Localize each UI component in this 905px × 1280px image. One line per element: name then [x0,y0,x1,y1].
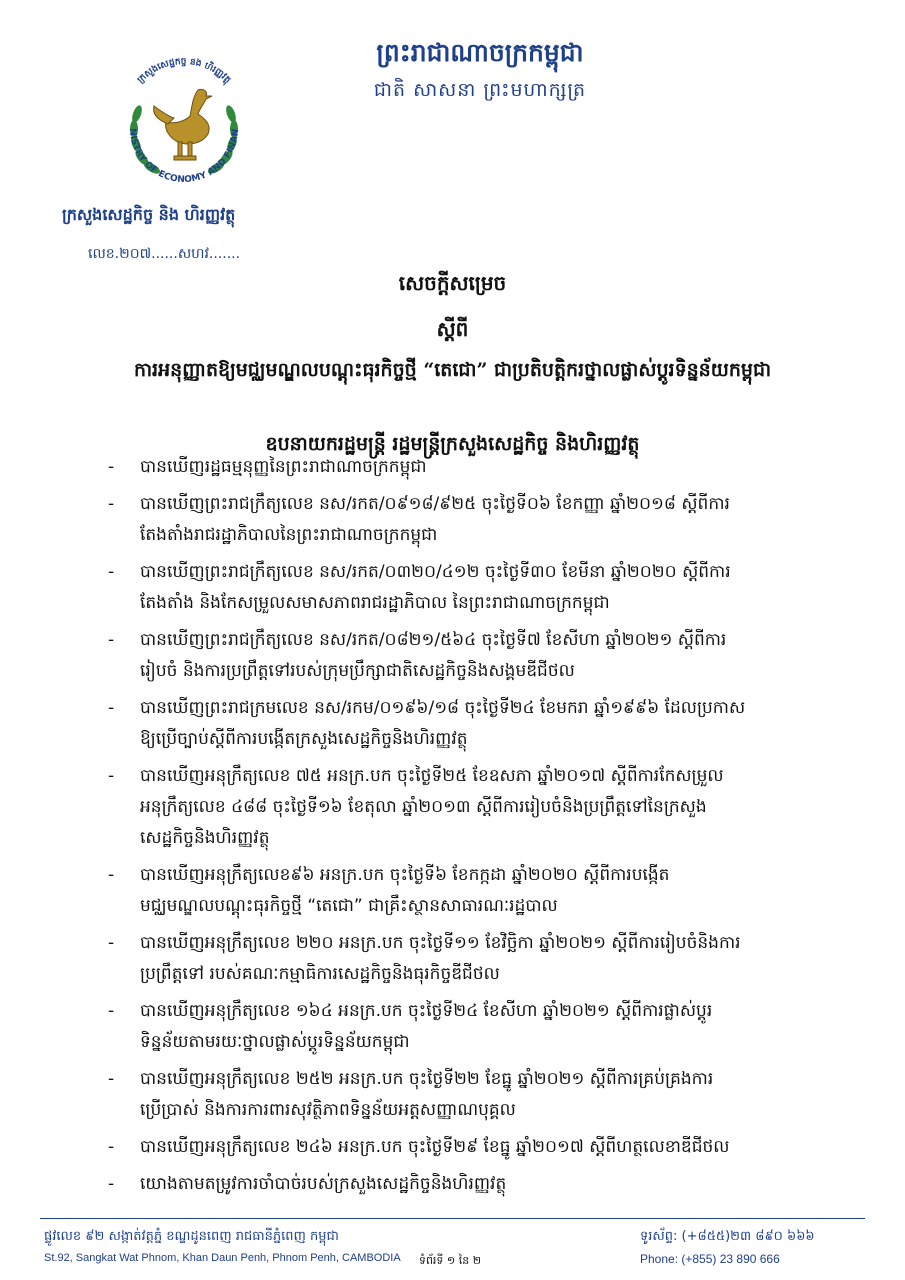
ref-suffix: ......សហវ....... [151,246,241,262]
list-item-line: - យោងតាមតម្រូវការចាំបាច់របស់ក្រសួងសេដ្ឋកិច្ចនិងហិរញ្ញវត្ថុ [140,1174,507,1194]
list-item-line: អនុក្រឹត្យលេខ ៤៨៨ ចុះថ្ងៃទី១៦ ខែតុលា ឆ្នាំ២០១៣ ស្តីពីការរៀបចំនិងប្រព្រឹត្តទៅនៃក្រសួង [140,797,707,817]
list-item-line: - បានឃើញព្រះរាជក្រឹត្យលេខ នស/រកត/០៣២០/៤១២ ចុះថ្ងៃទី៣០ ខែមីនា ឆ្នាំ២០២០ ស្តីពីការ [140,562,731,582]
list-item [108,761,838,854]
list-item-line: តែងតាំងរាជរដ្ឋាភិបាលនៃព្រះរាជាណាចក្រកម្ពុជា [140,525,438,545]
ref-number: ២០៧ [119,246,152,262]
national-motto: ជាតិ សាសនា ព្រះមហាក្សត្រ [373,79,587,101]
list-item-line: សេដ្ឋកិច្ចនិងហិរញ្ញវត្ថុ [140,828,270,848]
reference-number [88,244,308,265]
address-english: St.92, Sangkat Wat Phnom, Khan Daun Penh, Phnom Penh, CAMBODIA [44,1252,401,1264]
decision-subject: ការអនុញ្ញាតឱ្យមជ្ឈមណ្ឌលបណ្តុះធុរកិច្ចថ្មី “តេជោ” ជាប្រតិបត្តិករថ្នាលផ្លាស់ប្តូរទិន្នន័យកម្ពុជា [133,359,772,381]
list-item [108,996,838,1058]
ministry-name: ក្រសួងសេដ្ឋកិច្ច និង ហិរញ្ញវត្ថុ [62,205,236,224]
svg-text:ក្រសួងសេដ្ឋកិច្ច និង ហិរញ្ញវត្ [136,58,233,87]
decision-title: សេចក្តីសម្រេច [398,271,507,295]
list-item [108,452,838,483]
list-item [108,693,838,755]
list-item-line: មជ្ឈមណ្ឌលបណ្តុះធុរកិច្ចថ្មី “តេជោ” ជាគ្រឹះស្ថានសាធារណៈរដ្ឋបាល [140,896,558,916]
about-label: ស្តីពី [436,317,469,341]
list-item [108,557,838,619]
list-item-line: - បានឃើញព្រះរាជក្រឹត្យលេខ នស/រកត/០៩១៨/៩២៥ ចុះថ្ងៃទី០៦ ខែកញ្ញា ឆ្នាំ២០១៨ ស្តីពីការ [140,494,730,514]
footer-address [44,1228,401,1264]
list-item-line: - បានឃើញអនុក្រឹត្យលេខ ៧៥ អនក្រ.បក ចុះថ្ងៃទី២៥ ខែឧសភា ឆ្នាំ២០១៧ ស្តីពីការកែសម្រួល [140,766,724,786]
list-item [108,1132,838,1163]
list-item [108,1169,838,1200]
kingdom-title: ព្រះរាជាណាចក្រកម្ពុជា [376,38,584,67]
list-item-line: - បានឃើញអនុក្រឹត្យលេខ៩៦ អនក្រ.បក ចុះថ្ងៃទី៦ ខែកក្កដា ឆ្នាំ២០២០ ស្តីពីការបង្កើត [140,865,670,885]
logo-top-text: ក្រសួងសេដ្ឋកិច្ច និង ហិរញ្ញវត្ថុ [135,58,233,86]
list-item-line: រៀបចំ និងការប្រព្រឹត្តទៅរបស់ក្រុមប្រឹក្សាជាតិសេដ្ឋកិច្ចនិងសង្គមឌីជីថល [140,661,575,681]
authority-title: ឧបនាយករដ្ឋមន្ត្រី រដ្ឋមន្ត្រីក្រសួងសេដ្ឋកិច្ច និងហិរញ្ញវត្ថុ [265,433,640,455]
list-item [108,928,838,990]
list-item-line: - បានឃើញព្រះរាជក្រឹត្យលេខ នស/រកត/០៨២១/៥៦៤ ចុះថ្ងៃទី៧ ខែសីហា ឆ្នាំ២០២១ ស្តីពីការ [140,630,727,650]
list-item [108,489,838,551]
address-khmer: ផ្លូវលេខ ៩២ សង្កាត់វត្តភ្នំ ខណ្ឌដូនពេញ រាជធានីភ្នំពេញ កម្ពុជា [44,1229,339,1244]
list-item-line: ប្រើប្រាស់ និងការការពារសុវត្ថិភាពទិន្នន័យអត្តសញ្ញាណបុគ្គល [140,1100,516,1120]
hamsa-bird-icon [108,58,260,206]
list-item-line: - បានឃើញព្រះរាជក្រមលេខ នស/រកម/០១៩៦/១៨ ចុះថ្ងៃទី២៤ ខែមករា ឆ្នាំ១៩៩៦ ដែលប្រកាស [140,698,746,718]
list-item-line: ឱ្យប្រើច្បាប់ស្តីពីការបង្កើតក្រសួងសេដ្ឋកិច្ចនិងហិរញ្ញវត្ថុ [140,729,468,749]
page-number: ទំព័រទី ១ នៃ ២ [418,1254,482,1267]
list-item [108,1064,838,1126]
list-item-line: ទិន្នន័យតាមរយៈថ្នាលផ្លាស់ប្តូរទិន្នន័យកម្ពុជា [140,1032,410,1052]
phone-khmer: ទូរស័ព្ទ: (+៨៥៥)២៣ ៨៩០ ៦៦៦ [640,1229,815,1244]
footer-divider [40,1218,865,1219]
kingdom-header [330,38,630,106]
list-item-line: - បានឃើញអនុក្រឹត្យលេខ ២៥២ អនក្រ.បក ចុះថ្ងៃទី២២ ខែធ្នូ ឆ្នាំ២០២១ ស្តីពីការគ្រប់គ្រងការ [140,1069,714,1089]
logo-ring-text: NISTRY OF ECONOMY AND FINAN [126,128,242,186]
ministry-logo [108,58,260,206]
list-item-line: តែងតាំង និងកែសម្រួលសមាសភាពរាជរដ្ឋាភិបាល នៃព្រះរាជាណាចក្រកម្ពុជា [140,593,610,613]
list-item [108,625,838,687]
phone-english: Phone: (+855) 23 890 666 [640,1252,780,1266]
list-item-line: ប្រព្រឹត្តទៅ របស់គណៈកម្មាធិការសេដ្ឋកិច្ចនិងធុរកិច្ចឌីជីថល [140,964,500,984]
list-item-line: - បានឃើញអនុក្រឹត្យលេខ ១៦៤ អនក្រ.បក ចុះថ្ងៃទី២៤ ខែសីហា ឆ្នាំ២០២១ ស្តីពីការផ្លាស់ប្តូរ [140,1001,713,1021]
list-item-line: - បានឃើញអនុក្រឹត្យលេខ ២៤៦ អនក្រ.បក ចុះថ្ងៃទី២៩ ខែធ្នូ ឆ្នាំ២០១៧ ស្តីពីហត្ថលេខាឌីជីថល [140,1137,730,1157]
decision-titles [40,270,865,460]
list-item [108,860,838,922]
ref-prefix: លេខ. [88,246,120,262]
list-item-line: - បានឃើញអនុក្រឹត្យលេខ ២២០ អនក្រ.បក ចុះថ្ងៃទី១១ ខែវិច្ឆិកា ឆ្នាំ២០២១ ស្តីពីការរៀបចំនិងការ [140,933,741,953]
considerations-list [108,452,838,1206]
list-item-line: - បានឃើញរដ្ឋធម្មនុញ្ញនៃព្រះរាជាណាចក្រកម្ពុជា [140,457,427,477]
footer-phone [640,1228,860,1266]
